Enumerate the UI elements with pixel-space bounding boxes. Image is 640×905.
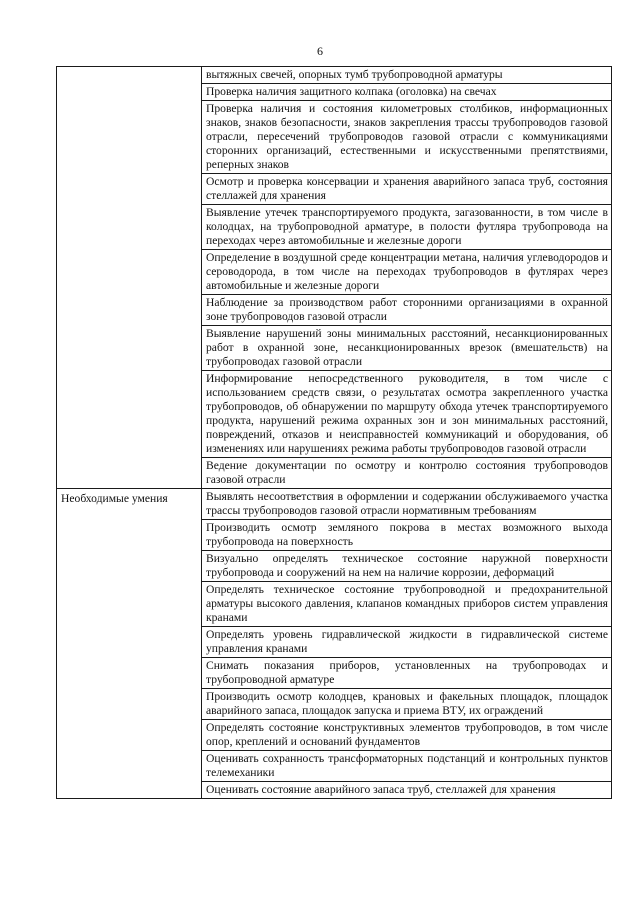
table-cell: Оценивать сохранность трансформаторных подстанций и контрольных пунктов телемеханики bbox=[202, 751, 612, 782]
table-cell: Проверка наличия защитного колпака (оголовка) на свечах bbox=[202, 84, 612, 101]
table-cell: Осмотр и проверка консервации и хранения аварийного запаса труб, состояния стеллажей для хранения bbox=[202, 174, 612, 205]
competency-table bbox=[56, 66, 612, 799]
table-cell: Определять техническое состояние трубопроводной и предохранительной арматуры высокого давления, клапанов командных приборов систем управления кранами bbox=[202, 582, 612, 627]
table-cell: Ведение документации по осмотру и контролю состояния трубопроводов газовой отрасли bbox=[202, 458, 612, 489]
table-cell: вытяжных свечей, опорных тумб трубопроводной арматуры bbox=[202, 67, 612, 84]
table-cell: Снимать показания приборов, установленных на трубопроводах и трубопроводной арматуре bbox=[202, 658, 612, 689]
section-label-skills: Необходимые умения bbox=[61, 492, 168, 505]
page-number: 6 bbox=[317, 44, 323, 58]
table-cell: Производить осмотр колодцев, крановых и факельных площадок, площадок аварийного запаса, площадок запуска и приема ВТУ, их ограждений bbox=[202, 689, 612, 720]
table-row bbox=[57, 67, 612, 84]
table-cell: Наблюдение за производством работ сторонними организациями в охранной зоне трубопроводов газовой отрасли bbox=[202, 295, 612, 326]
table-cell: Информирование непосредственного руководителя, в том числе с использованием средств связи, о результатах осмотра закрепленного участка трубопроводов, об обнаружении по маршруту обхода утечек транспортируемого продукта, нарушений режима охранных зон и зон минимальных расстояний, повреждений, отказов и неисправностей коммуникаций и оборудования, об изменениях или нарушениях режима работы трубопроводов газовой отрасли bbox=[202, 371, 612, 458]
table-cell: Выявление утечек транспортируемого продукта, загазованности, в том числе в колодцах, на трубопроводной арматуре, в полости футляра трубопровода на переходах через автомобильные и железные дороги bbox=[202, 205, 612, 250]
table-cell: Производить осмотр земляного покрова в местах возможного выхода трубопровода на поверхность bbox=[202, 520, 612, 551]
table-cell: Определять состояние конструктивных элементов трубопроводов, в том числе опор, креплений и оснований фундаментов bbox=[202, 720, 612, 751]
section-label-actions bbox=[61, 68, 198, 70]
section-label-cell bbox=[57, 489, 202, 799]
table-cell: Проверка наличия и состояния километровых столбиков, информационных знаков, знаков безопасности, знаков закрепления трассы трубопроводов газовой отрасли, пересечений трубопроводов газовой отрасли с коммуникациями сторонних организаций, естественными и искусственными препятствиями, реперных знаков bbox=[202, 101, 612, 174]
table-cell: Выявлять несоответствия в оформлении и содержании обслуживаемого участка трассы трубопроводов газовой отрасли нормативным требованиям bbox=[202, 489, 612, 520]
table-cell: Визуально определять техническое состояние наружной поверхности трубопровода и сооружений на нем на наличие коррозии, деформаций bbox=[202, 551, 612, 582]
table-cell: Выявление нарушений зоны минимальных расстояний, несанкционированных работ в охранной зоне, несанкционированных врезок (вмешательств) на трубопроводах газовой отрасли bbox=[202, 326, 612, 371]
table-row bbox=[57, 489, 612, 520]
table-cell: Оценивать состояние аварийного запаса труб, стеллажей для хранения bbox=[202, 782, 612, 799]
table-cell: Определять уровень гидравлической жидкости в гидравлической системе управления кранами bbox=[202, 627, 612, 658]
table-cell: Определение в воздушной среде концентрации метана, наличия углеводородов и сероводорода, в том числе на переходах трубопроводов в футлярах через автомобильные и железные дороги bbox=[202, 250, 612, 295]
section-label-cell bbox=[57, 67, 202, 489]
